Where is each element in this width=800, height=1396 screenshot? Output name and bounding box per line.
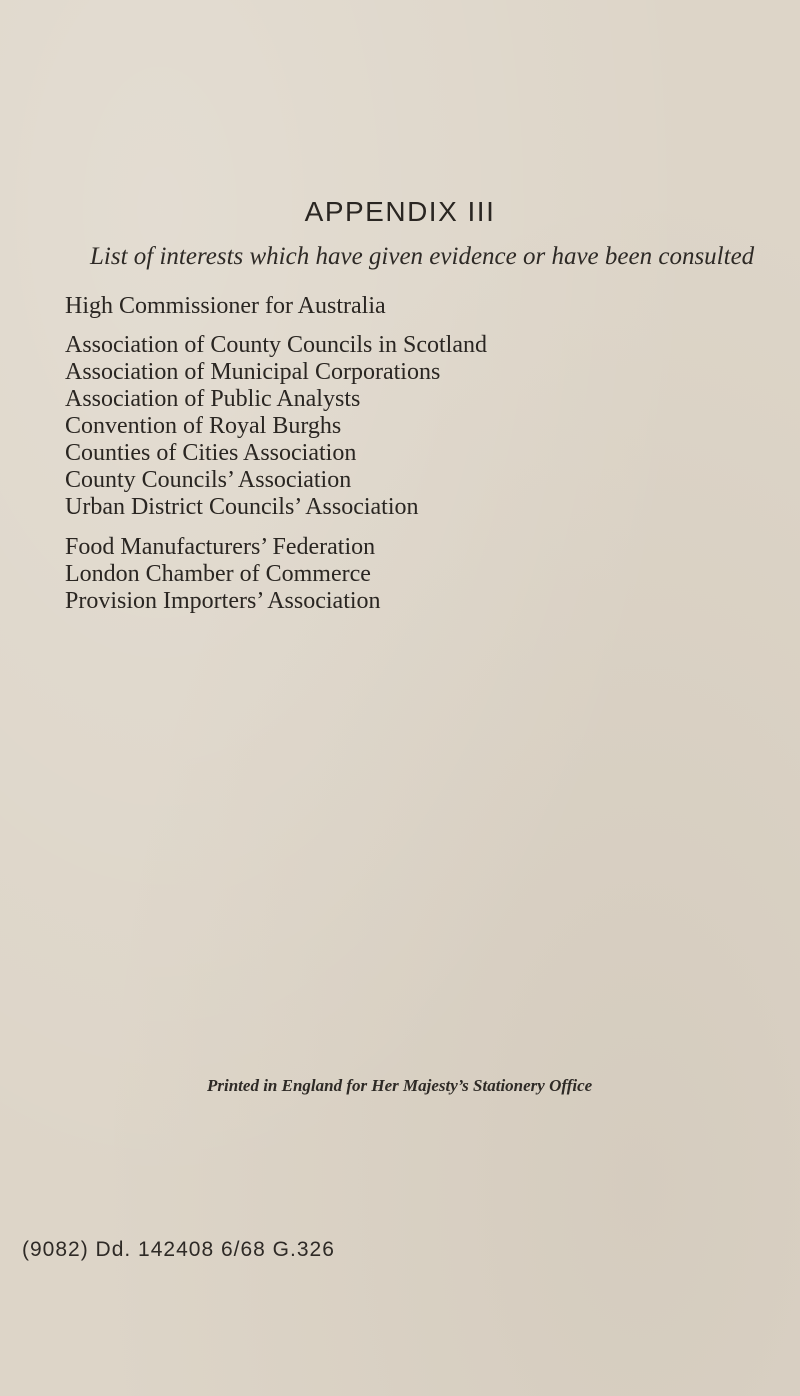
interest-item: High Commissioner for Australia [65,293,386,319]
interest-item: Counties of Cities Association [65,440,357,466]
interest-item: Food Manufacturers’ Federation [65,534,376,560]
interest-item: Association of County Councils in Scotland [65,332,487,358]
interest-group-3 [65,534,381,615]
interest-item: Association of Municipal Corporations [65,359,441,385]
interest-group-1 [65,293,386,320]
printer-imprint: Printed in England for Her Majesty’s Stationery Office [207,1076,593,1095]
interest-item: London Chamber of Commerce [65,561,371,587]
interest-group-2 [65,332,487,521]
appendix-subtitle: List of interests which have given evidence or have been consulted [90,243,755,270]
appendix-heading: APPENDIX III [304,196,496,227]
interest-item: Urban District Councils’ Association [65,494,419,520]
interest-item: Association of Public Analysts [65,386,361,412]
print-reference-code: (9082) Dd. 142408 6/68 G.326 [22,1238,335,1261]
interest-item: County Councils’ Association [65,467,352,493]
interest-item: Convention of Royal Burghs [65,413,342,439]
interest-item: Provision Importers’ Association [65,588,381,614]
